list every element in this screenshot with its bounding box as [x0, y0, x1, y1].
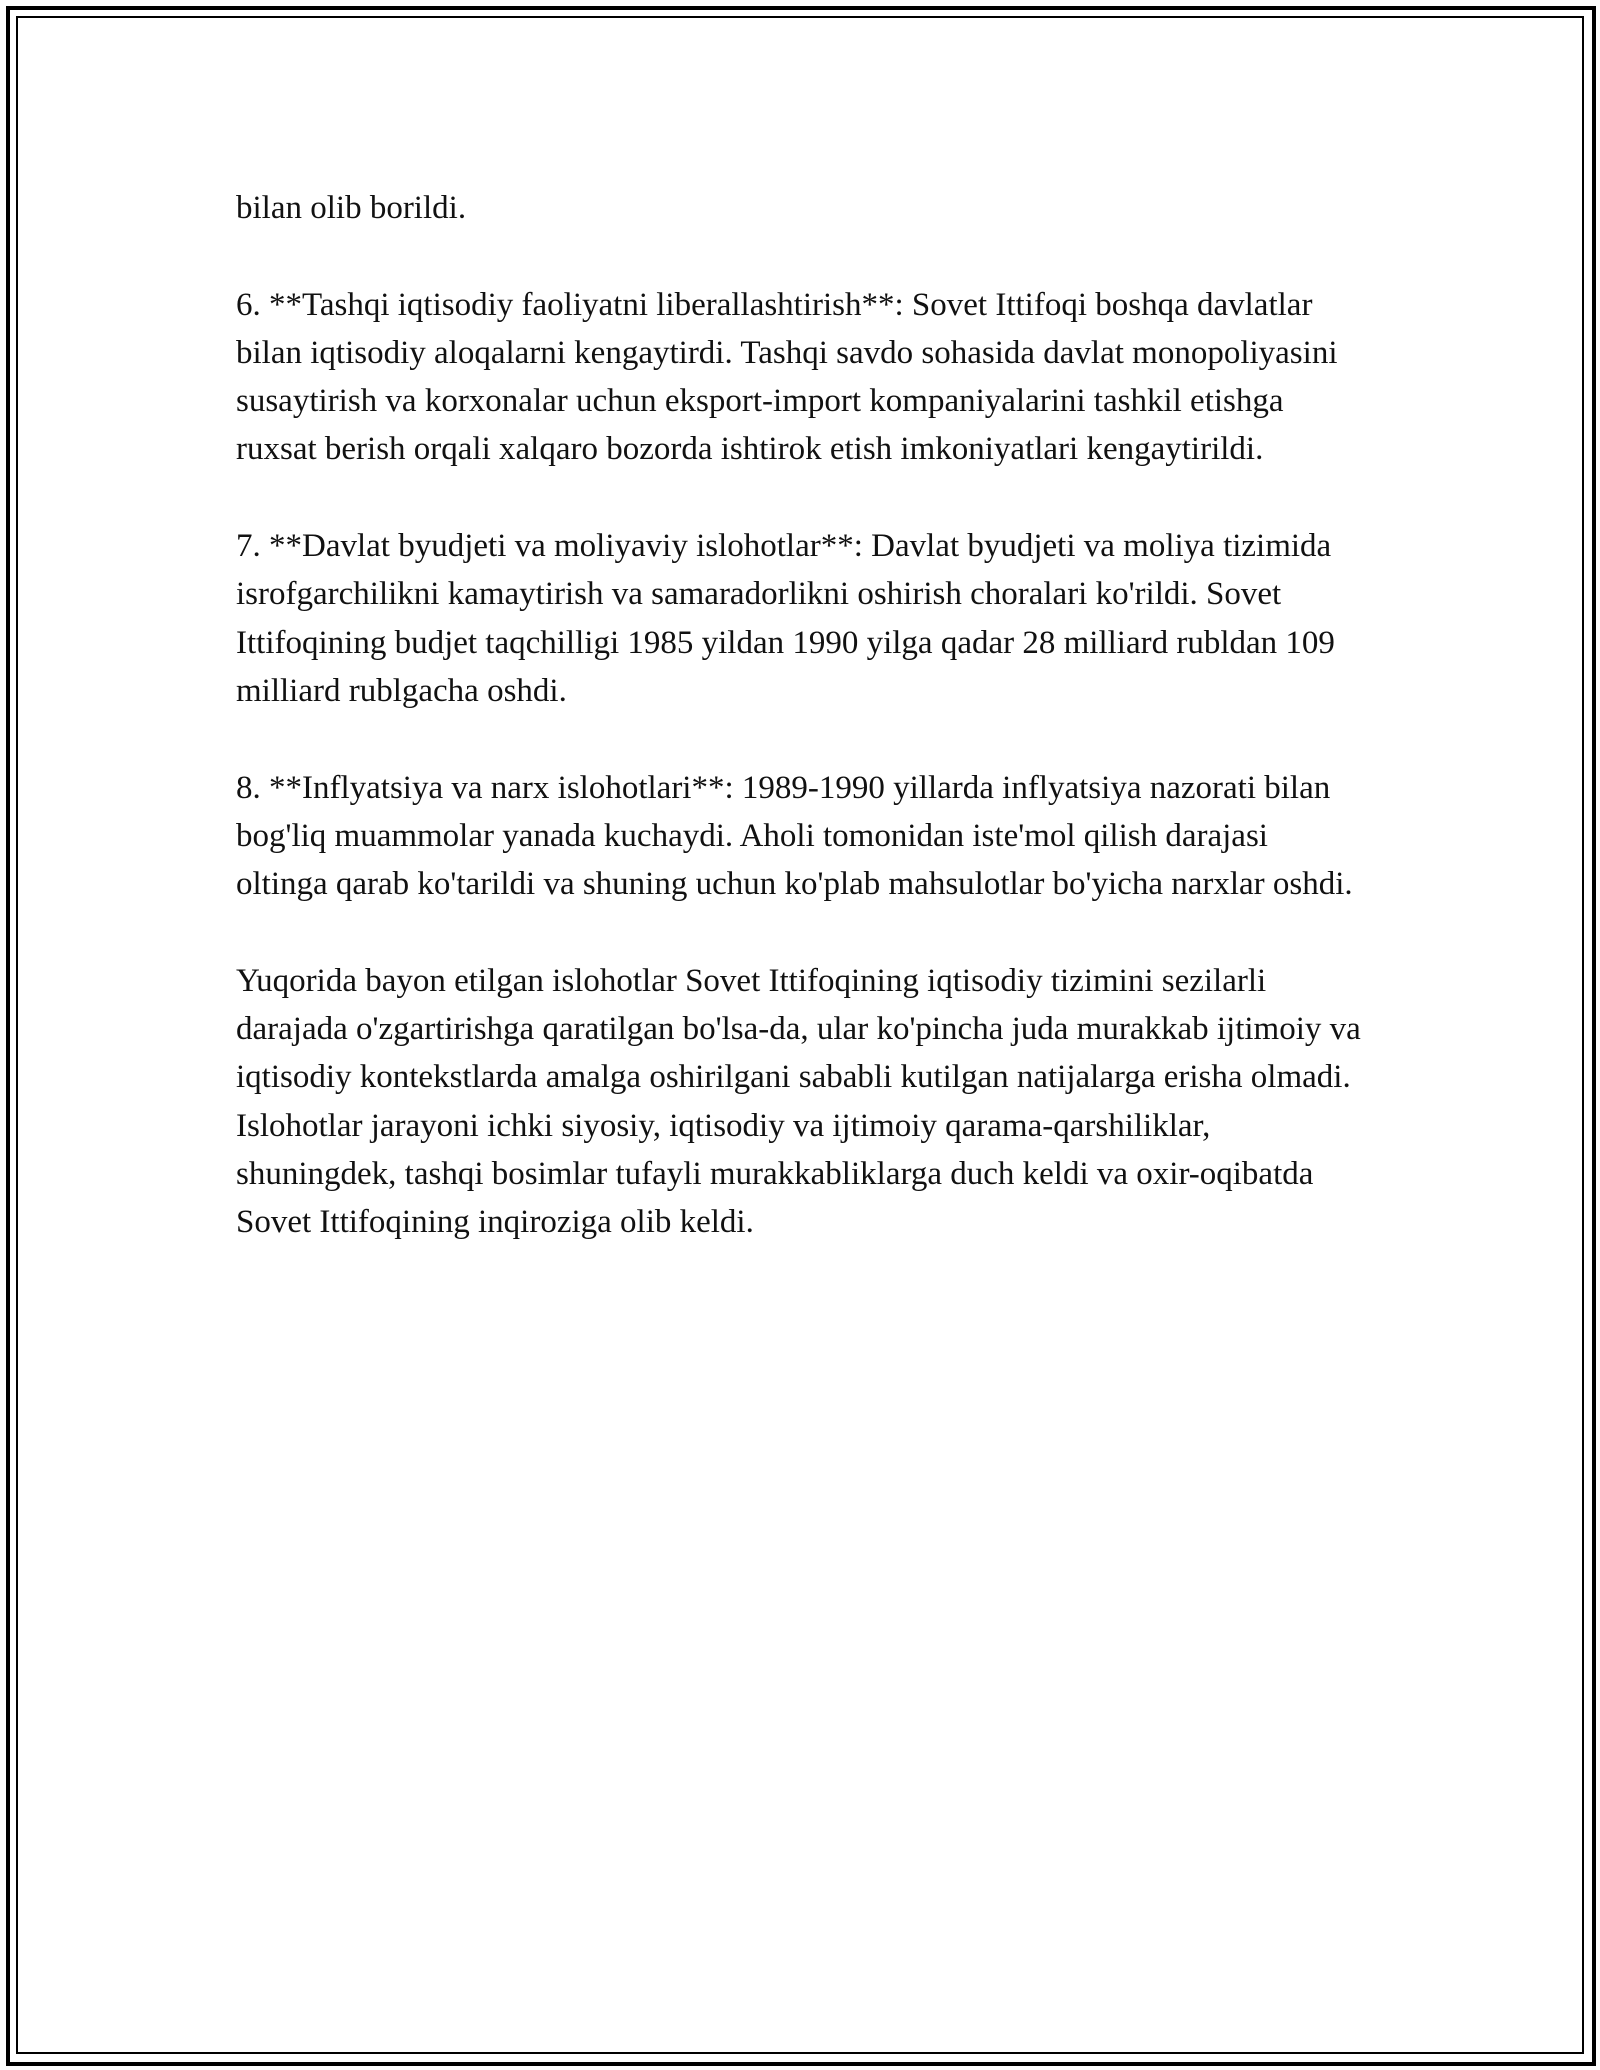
document-body: [236, 184, 1366, 1295]
paragraph-item-6: 6. **Tashqi iqtisodiy faoliyatni liberallashtirish**: Sovet Ittifoqi boshqa davlatlar bilan iqtisodiy aloqalarni kengaytirdi. Tashqi savdo sohasida davlat monopoliyasini susaytirish va korxonalar uchun eksport-import kompaniyalarini tashkil etishga ruxsat berish orqali xalqaro bozorda ishtirok etish imkoniyatlari kengaytirildi.: [236, 286, 1338, 468]
paragraph-item-7: 7. **Davlat byudjeti va moliyaviy islohotlar**: Davlat byudjeti va moliya tizimida isrofgarchilikni kamaytirish va samaradorlikni oshirish choralari ko'rildi. Sovet Ittifoqining budjet taqchilligi 1985 yildan 1990 yilga qadar 28 milliard rubldan 109 milliard rublgacha oshdi.: [236, 528, 1335, 709]
paragraph-continuation: bilan olib borildi.: [236, 190, 467, 226]
paragraph-conclusion: Yuqorida bayon etilgan islohotlar Sovet Ittifoqining iqtisodiy tizimini sezilarli darajada o'zgartirishga qaratilgan bo'lsa-da, ular ko'pincha juda murakkab ijtimoiy va iqtisodiy kontekstlarda amalga oshirilgani sababli kutilgan natijalarga erisha olmadi. Islohotlar jarayoni ichki siyosiy, iqtisodiy va ijtimoiy qarama-qarshiliklar, shuningdek, tashqi bosimlar tufayli murakkabliklarga duch keldi va oxir-oqibatda Sovet Ittifoqining inqiroziga olib keldi.: [236, 962, 1361, 1241]
paragraph-item-8: 8. **Inflyatsiya va narx islohotlari**: 1989-1990 yillarda inflyatsiya nazorati bilan bog'liq muammolar yanada kuchaydi. Aholi tomonidan iste'mol qilish darajasi oltinga qarab ko'tarildi va shuning uchun ko'plab mahsulotlar bo'yicha narxlar oshdi.: [236, 769, 1353, 903]
